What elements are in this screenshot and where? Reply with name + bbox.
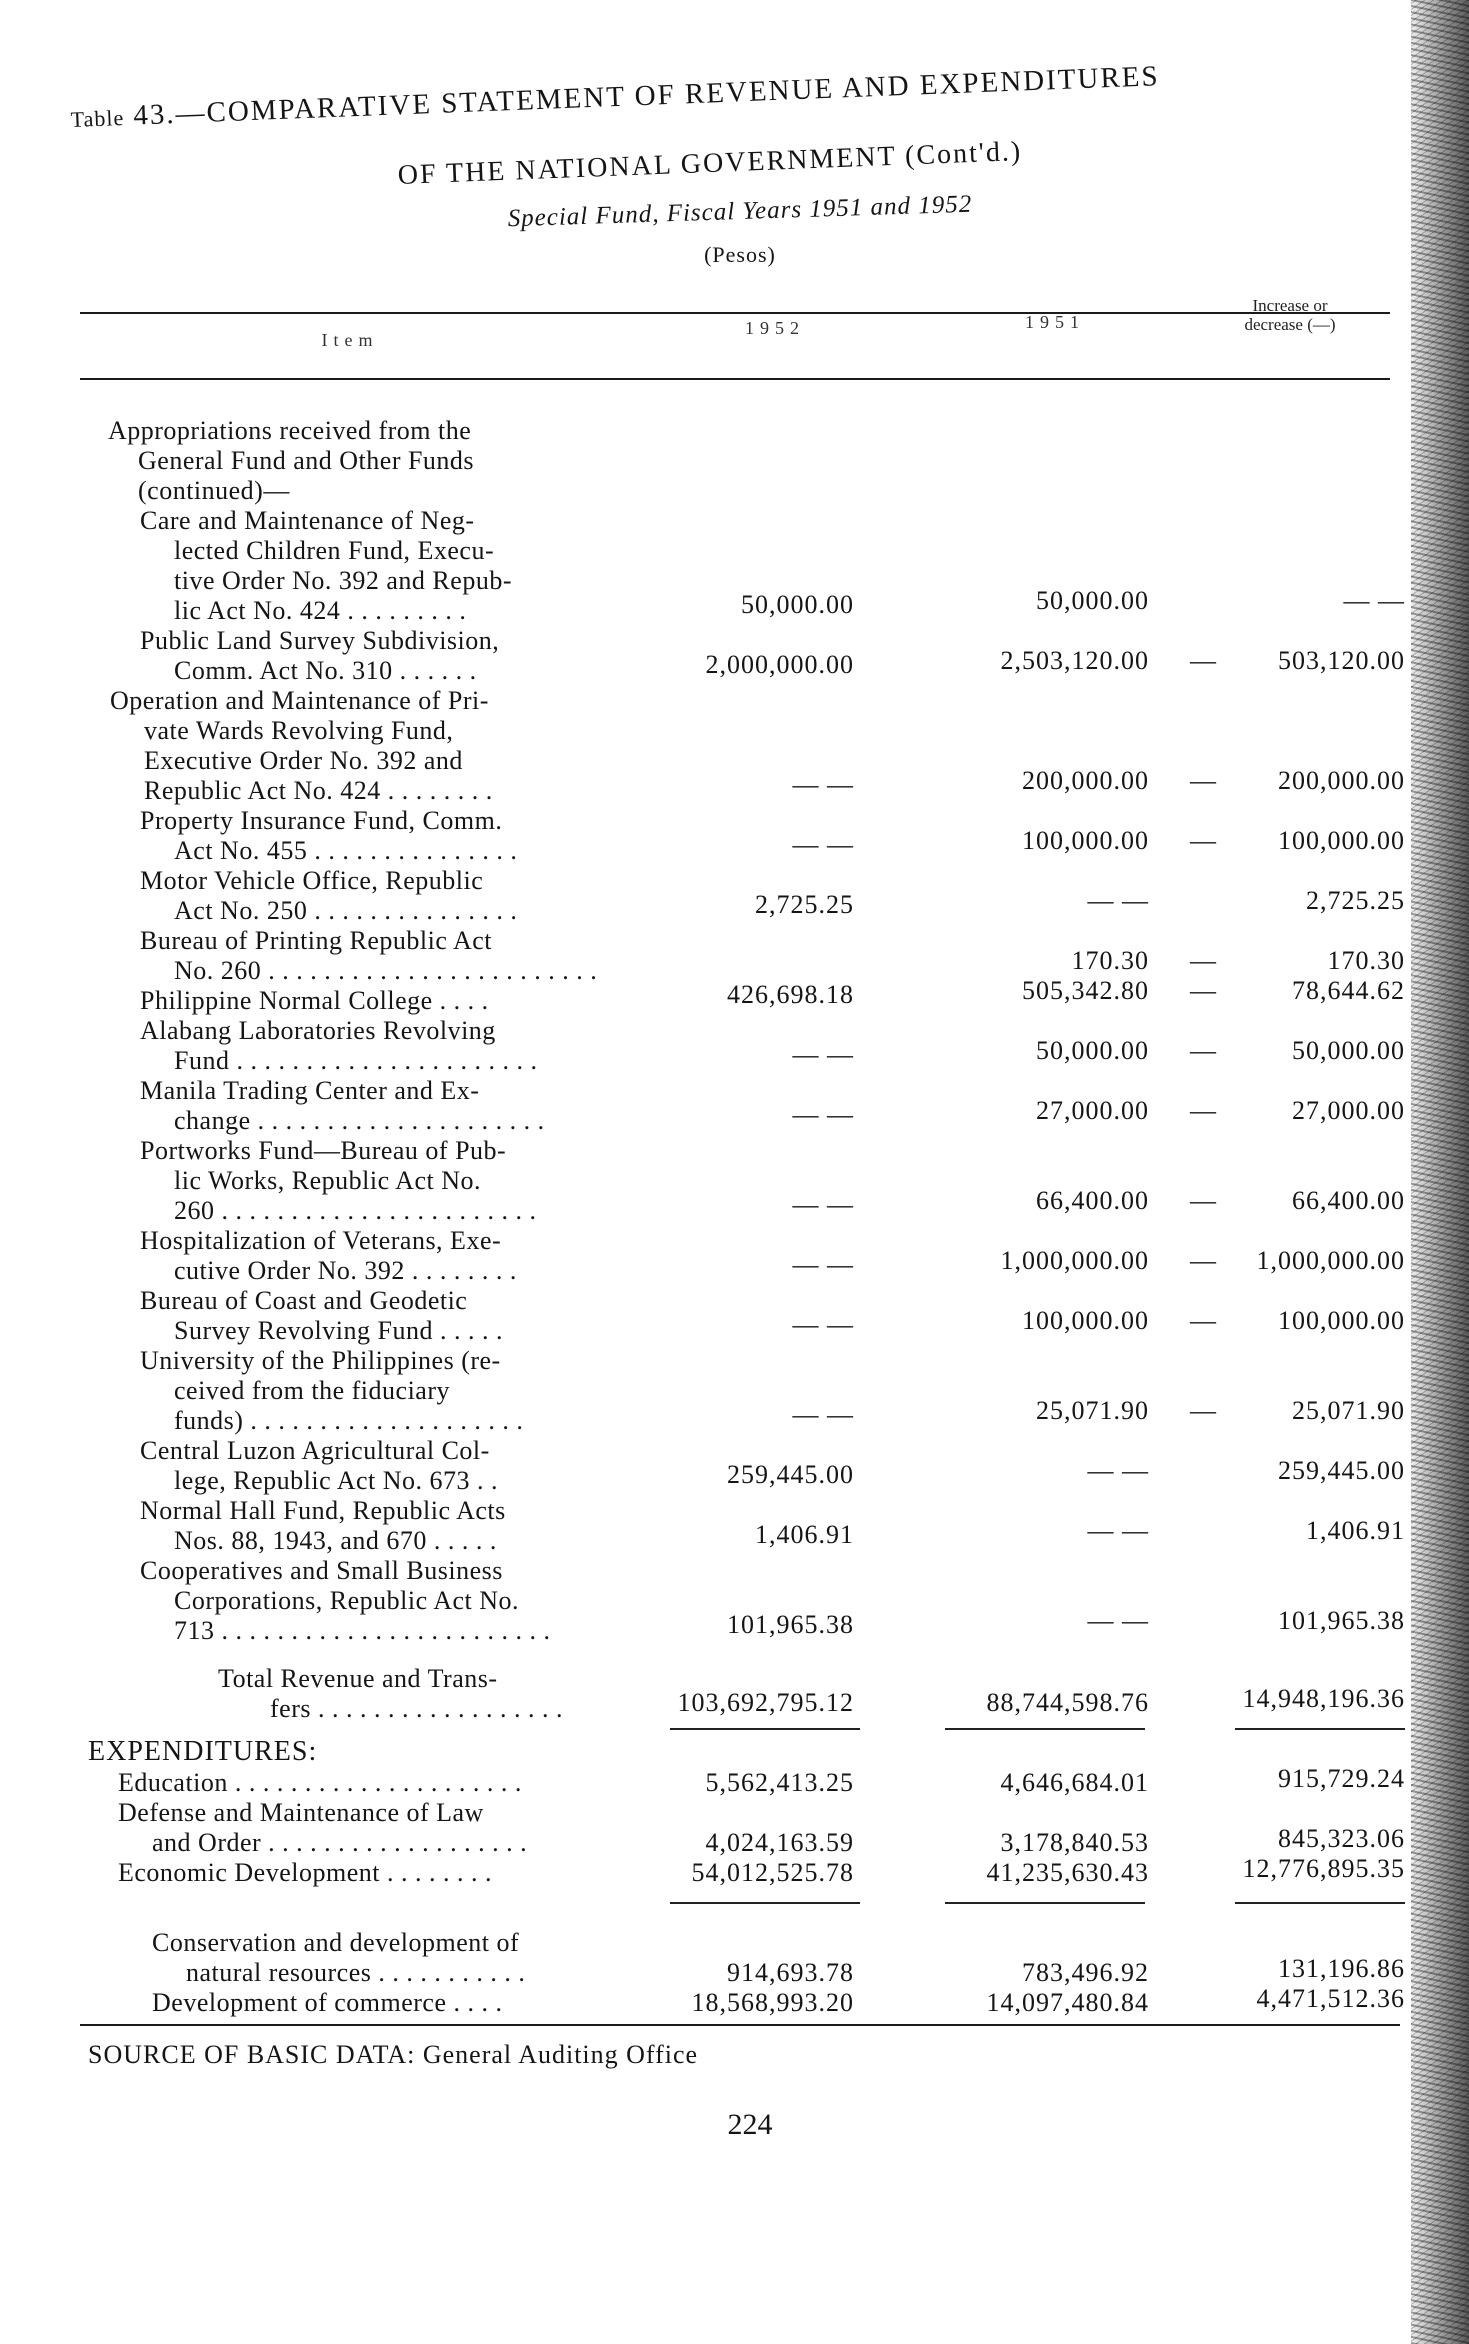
column-header-change	[1215, 296, 1365, 334]
row-label-line: Philippine Normal College . . . .	[140, 986, 489, 1015]
expenditure-sub-change: 4,471,512.36	[1256, 1984, 1405, 2013]
row-label-line: Comm. Act No. 310 . . . . . .	[174, 656, 477, 685]
row-label-line: Fund . . . . . . . . . . . . . . . . . . . . . .	[174, 1046, 538, 1075]
expenditure-sub-change: 131,196.86	[1278, 1954, 1405, 1983]
value-1951: 200,000.00	[1022, 766, 1149, 795]
expenditure-sub-label-line: Development of commerce . . . .	[152, 1988, 503, 2017]
page-number: 224	[727, 2108, 773, 2141]
row-label-line: Cooperatives and Small Business	[140, 1556, 503, 1585]
subtotal-underline	[945, 1902, 1145, 1904]
expenditure-1952: 5,562,413.25	[705, 1768, 854, 1797]
expenditure-sub-1951: 14,097,480.84	[986, 1988, 1149, 2017]
value-1951: 2,503,120.00	[1000, 646, 1149, 675]
expenditure-1951: 41,235,630.43	[986, 1858, 1149, 1887]
expenditure-change: 12,776,895.35	[1242, 1854, 1405, 1883]
value-1952: 2,000,000.00	[705, 650, 854, 679]
decrease-sign: —	[1190, 1246, 1216, 1275]
table-subtitle: Special Fund, Fiscal Years 1951 and 1952	[507, 190, 973, 233]
decrease-sign: —	[1190, 1186, 1216, 1215]
header-top-rule	[80, 312, 1390, 314]
value-change: 78,644.62	[1292, 976, 1405, 1005]
value-change: 1,000,000.00	[1256, 1246, 1405, 1275]
expenditure-1951: 4,646,684.01	[1000, 1768, 1149, 1797]
decrease-sign: —	[1190, 1396, 1216, 1425]
total-underline	[1235, 1728, 1405, 1730]
value-change: 200,000.00	[1278, 766, 1405, 795]
value-1952: — —	[792, 1400, 854, 1429]
value-1951: — —	[1087, 886, 1149, 915]
column-header-change-line1: Increase or	[1252, 296, 1328, 315]
value-1951: 50,000.00	[1036, 1036, 1149, 1065]
decrease-sign: —	[1190, 1096, 1216, 1125]
expenditure-label-line: Education . . . . . . . . . . . . . . . . . . . . .	[118, 1768, 522, 1797]
expenditure-1951: 3,178,840.53	[1000, 1828, 1149, 1857]
decrease-sign: —	[1190, 1306, 1216, 1335]
total-1952: 103,692,795.12	[677, 1688, 854, 1717]
expenditure-sub-label-line: Conservation and development of	[152, 1928, 520, 1957]
total-underline	[945, 1728, 1145, 1730]
row-label-line: lege, Republic Act No. 673 . .	[174, 1466, 499, 1495]
row-label-line: Manila Trading Center and Ex-	[140, 1076, 480, 1105]
expenditure-sub-label-line: natural resources . . . . . . . . . . .	[186, 1958, 526, 1987]
value-1951: 505,342.80	[1022, 976, 1149, 1005]
table-title	[70, 51, 1410, 135]
expenditure-1952: 4,024,163.59	[705, 1828, 854, 1857]
row-label-line: Care and Maintenance of Neg-	[140, 506, 475, 535]
total-label-line: fers . . . . . . . . . . . . . . . . . .	[270, 1694, 563, 1723]
row-label-line: Bureau of Coast and Geodetic	[140, 1286, 468, 1315]
row-label-line: 713 . . . . . . . . . . . . . . . . . . . . . . . .	[174, 1616, 551, 1645]
expenditure-label-line: and Order . . . . . . . . . . . . . . . . . . .	[152, 1828, 528, 1857]
value-1951: 1,000,000.00	[1000, 1246, 1149, 1275]
row-label-line: No. 260 . . . . . . . . . . . . . . . . . . . . . . . .	[174, 956, 598, 985]
value-change: 50,000.00	[1292, 1036, 1405, 1065]
row-label-line: Motor Vehicle Office, Republic	[140, 866, 484, 895]
value-1952: — —	[792, 1190, 854, 1219]
value-change: 100,000.00	[1278, 1306, 1405, 1335]
table-word: Table	[70, 104, 125, 132]
decrease-sign: —	[1190, 976, 1216, 1005]
row-label-line: Normal Hall Fund, Republic Acts	[140, 1496, 506, 1525]
value-change: 25,071.90	[1292, 1396, 1405, 1425]
value-1952: — —	[792, 1250, 854, 1279]
decrease-sign: —	[1190, 1036, 1216, 1065]
column-header-item: Item	[321, 330, 379, 350]
subtotal-underline	[670, 1902, 860, 1904]
value-1952: 2,725.25	[755, 890, 854, 919]
decrease-sign: —	[1190, 826, 1216, 855]
table-bottom-rule	[80, 2024, 1400, 2026]
value-1951: 25,071.90	[1036, 1396, 1149, 1425]
expenditure-1952: 54,012,525.78	[691, 1858, 854, 1887]
value-1951: 27,000.00	[1036, 1096, 1149, 1125]
value-change: 100,000.00	[1278, 826, 1405, 855]
expenditure-sub-1952: 914,693.78	[727, 1958, 854, 1987]
row-label-line: vate Wards Revolving Fund,	[144, 716, 454, 745]
scanned-page-edge	[1411, 0, 1469, 2344]
row-label-line: Public Land Survey Subdivision,	[140, 626, 500, 655]
total-underline	[670, 1728, 860, 1730]
value-change: 27,000.00	[1292, 1096, 1405, 1125]
value-1952: 50,000.00	[741, 590, 854, 619]
expenditure-sub-1952: 18,568,993.20	[691, 1988, 854, 2017]
value-1951: — —	[1087, 1516, 1149, 1545]
intro-line: (continued)—	[138, 476, 290, 505]
decrease-sign: —	[1190, 646, 1216, 675]
row-label-line: 260 . . . . . . . . . . . . . . . . . . . . . . .	[174, 1196, 537, 1225]
expenditures-heading: EXPENDITURES:	[88, 1736, 318, 1767]
row-label-line: Act No. 250 . . . . . . . . . . . . . . .	[174, 896, 518, 925]
row-label-line: Executive Order No. 392 and	[144, 746, 463, 775]
table-title-line1: 43.—COMPARATIVE STATEMENT OF REVENUE AND EXPENDITURES	[132, 60, 1161, 132]
row-label-line: Survey Revolving Fund . . . . .	[174, 1316, 503, 1345]
expenditure-change: 915,729.24	[1278, 1764, 1405, 1793]
row-label-line: lic Works, Republic Act No.	[174, 1166, 482, 1195]
intro-line: Appropriations received from the	[108, 416, 472, 445]
value-1951: 170.30	[1071, 946, 1149, 975]
total-1951: 88,744,598.76	[986, 1688, 1149, 1717]
row-label-line: lic Act No. 424 . . . . . . . . .	[174, 596, 467, 625]
value-1952: 259,445.00	[727, 1460, 854, 1489]
value-1951: 66,400.00	[1036, 1186, 1149, 1215]
value-1951: 50,000.00	[1036, 586, 1149, 615]
total-change: 14,948,196.36	[1242, 1684, 1405, 1713]
column-header-1952: 1952	[745, 318, 805, 338]
value-change: 503,120.00	[1278, 646, 1405, 675]
value-1952: 1,406.91	[755, 1520, 854, 1549]
decrease-sign: —	[1190, 946, 1216, 975]
row-label-line: Republic Act No. 424 . . . . . . . .	[144, 776, 493, 805]
expenditure-sub-1951: 783,496.92	[1022, 1958, 1149, 1987]
row-label-line: funds) . . . . . . . . . . . . . . . . . . . .	[174, 1406, 524, 1435]
row-label-line: Operation and Maintenance of Pri-	[110, 686, 489, 715]
row-label-line: Corporations, Republic Act No.	[174, 1586, 520, 1615]
expenditure-label-line: Defense and Maintenance of Law	[118, 1798, 484, 1827]
value-1952: — —	[792, 830, 854, 859]
value-1951: 100,000.00	[1022, 826, 1149, 855]
value-1951: — —	[1087, 1456, 1149, 1485]
value-1952: 101,965.38	[727, 1610, 854, 1639]
row-label-line: tive Order No. 392 and Repub-	[174, 566, 512, 595]
row-label-line: ceived from the fiduciary	[174, 1376, 450, 1405]
row-label-line: University of the Philippines (re-	[140, 1346, 501, 1375]
value-change: 170.30	[1327, 946, 1405, 975]
subtotal-underline	[1235, 1902, 1405, 1904]
value-change: 259,445.00	[1278, 1456, 1405, 1485]
value-change: 1,406.91	[1306, 1516, 1405, 1545]
row-label-line: Hospitalization of Veterans, Exe-	[140, 1226, 502, 1255]
row-label-line: Portworks Fund—Bureau of Pub-	[140, 1136, 507, 1165]
value-1951: 100,000.00	[1022, 1306, 1149, 1335]
value-change: 66,400.00	[1292, 1186, 1405, 1215]
row-label-line: Central Luzon Agricultural Col-	[140, 1436, 490, 1465]
row-label-line: change . . . . . . . . . . . . . . . . . . . . .	[174, 1106, 545, 1135]
row-label-line: Property Insurance Fund, Comm.	[140, 806, 503, 835]
row-label-line: cutive Order No. 392 . . . . . . . .	[174, 1256, 517, 1285]
row-label-line: Act No. 455 . . . . . . . . . . . . . . .	[174, 836, 518, 865]
decrease-sign: —	[1190, 766, 1216, 795]
value-change: 101,965.38	[1278, 1606, 1405, 1635]
intro-line: General Fund and Other Funds	[138, 446, 475, 475]
value-1951: — —	[1087, 1606, 1149, 1635]
table-title-line2: OF THE NATIONAL GOVERNMENT (Cont'd.)	[397, 136, 1023, 191]
expenditure-change: 845,323.06	[1278, 1824, 1405, 1853]
value-1952: — —	[792, 770, 854, 799]
value-1952: — —	[792, 1100, 854, 1129]
source-note: SOURCE OF BASIC DATA: General Auditing Office	[88, 2040, 699, 2069]
value-change: — —	[1343, 586, 1405, 615]
row-label-line: Alabang Laboratories Revolving	[140, 1016, 496, 1045]
column-header-change-line2: decrease (—)	[1244, 315, 1336, 334]
value-1952: — —	[792, 1310, 854, 1339]
total-label-line: Total Revenue and Trans-	[218, 1664, 498, 1693]
value-change: 2,725.25	[1306, 886, 1405, 915]
value-1952: 426,698.18	[727, 980, 854, 1009]
unit-label: (Pesos)	[704, 242, 776, 267]
value-1952: — —	[792, 1040, 854, 1069]
row-label-line: Bureau of Printing Republic Act	[140, 926, 493, 955]
expenditure-label-line: Economic Development . . . . . . . .	[118, 1858, 492, 1887]
row-label-line: Nos. 88, 1943, and 670 . . . . .	[174, 1526, 497, 1555]
header-bottom-rule	[80, 378, 1390, 380]
column-header-1951: 1951	[1025, 312, 1085, 332]
row-label-line: lected Children Fund, Execu-	[174, 536, 495, 565]
